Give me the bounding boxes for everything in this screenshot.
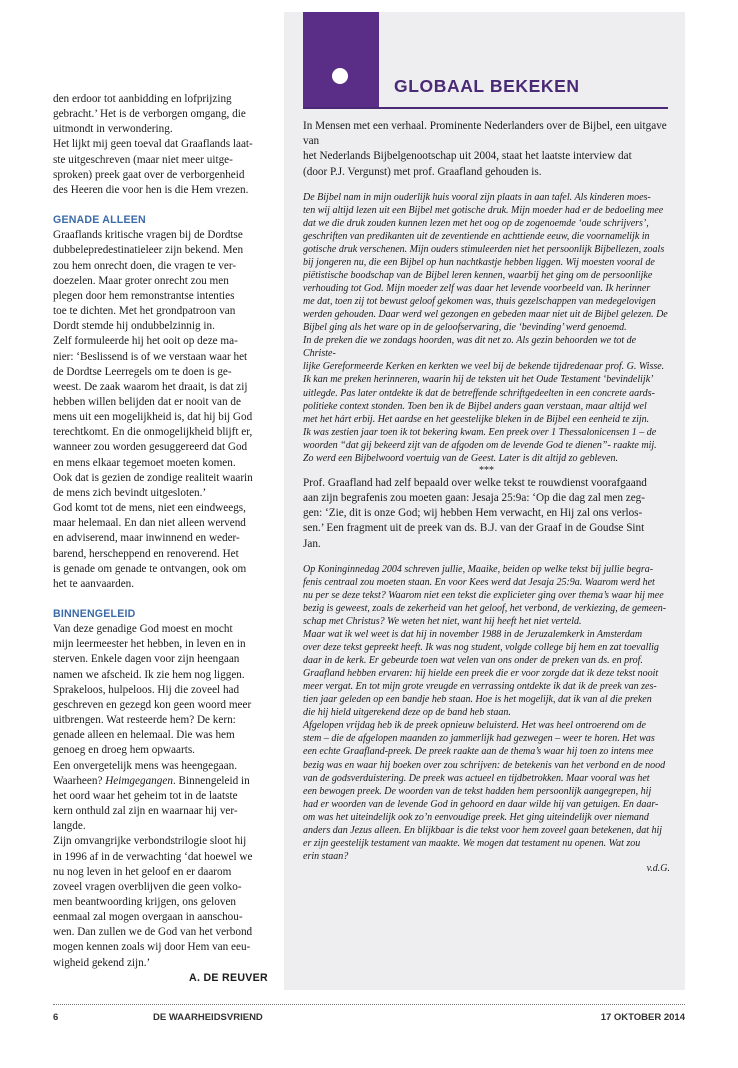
text-line: (door P.J. Vergunst) met prof. Graafland gehouden is. bbox=[303, 165, 542, 178]
text-line: politieke context stonden. Toen ben ik de Bijbel anders gaan verstaan, maar altijd wel bbox=[303, 400, 647, 412]
left-column bbox=[53, 92, 268, 986]
box-content bbox=[303, 119, 670, 874]
text-line: lijke Gereformeerde Kerken en kerkten we veel bij de bekende tijdredenaar prof. G. Wisse. bbox=[303, 361, 665, 373]
text-line: doezelen. Maar groter onrecht zou men bbox=[53, 274, 229, 287]
text-line: De Bijbel nam in mijn ouderlijk huis vooral zijn plaats in aan tafel. Als kinderen moes- bbox=[303, 191, 651, 203]
text-line: geschriften van predikanten uit de zeventiende en achttiende eeuw, die voornamelijk in bbox=[303, 230, 650, 242]
text-line: mijn leermeester het hebben, in leven en in bbox=[53, 638, 246, 651]
text-line: stem – die de afgelopen maanden zo jammerlijk had gezwegen – weer te horen. Het was bbox=[303, 733, 655, 745]
text-line: uitmondt in verwondering. bbox=[53, 123, 173, 136]
text-line: Het lijkt mij geen toeval dat Graaflands laat- bbox=[53, 138, 253, 151]
text-line: genoeg en droeg hem opwaarts. bbox=[53, 744, 195, 757]
text-line: Graaflands kritische vragen bij de Dordtse bbox=[53, 229, 243, 242]
text-line: de Dordtse Leerregels om te doen is ge- bbox=[53, 365, 232, 378]
text-line: sproken) preek gaat over de verborgenheid bbox=[53, 168, 245, 181]
box-middle bbox=[303, 476, 670, 552]
text-line: de mens zich bevindt uitgesloten.’ bbox=[53, 486, 207, 499]
text-line: over deze tekst gepreekt heeft. Ik was nog student, volgde college bij hem en zat toevallig bbox=[303, 642, 659, 654]
text-line: langde. bbox=[53, 820, 86, 833]
text-line: aan zijn begrafenis zou moeten gaan: Jesaja 25:9a: ‘Op die dag zal men zeg- bbox=[303, 492, 646, 504]
text-line: en adviserend, maar inwinnend en weder- bbox=[53, 532, 240, 545]
text-line: sterven. Enkele dagen voor zijn heengaan bbox=[53, 653, 240, 666]
text-line: nier: ‘Beslissend is of we verstaan waar het bbox=[53, 350, 248, 363]
text-line: sen.’ Een fragment uit de preek van ds. B.J. van der Graaf in de Goudse Sint bbox=[303, 522, 645, 535]
text-line: hebben willen belijden dat er nooit van de bbox=[53, 395, 241, 408]
text-line: barend, herscheppend en renoverend. Het bbox=[53, 547, 239, 560]
text-line: Prof. Graafland had zelf bepaald over welke tekst te rouwdienst voorafgaand bbox=[303, 476, 647, 489]
text-line: daar in de kerk. Er gebeurde toen wat velen van ons onder de preken van ds. en prof. bbox=[303, 655, 643, 667]
text-line: uitlegde. Pas later ontdekte ik dat de betreffende schriftgedeelten in een concrete aards- bbox=[303, 387, 655, 399]
text-line: woorden “dat gij bekeerd zijt van de afgoden om de levende God te dienen”- raakte mij. bbox=[303, 439, 657, 451]
text-line: ste uitgeschreven (maar niet meer uitge- bbox=[53, 153, 233, 166]
text-line: Jan. bbox=[303, 537, 321, 550]
text-line: geschreven en gezegd kon geen woord meer bbox=[53, 698, 252, 711]
emphasis-text: Heimgegangen bbox=[105, 774, 173, 787]
section-heading-genade-alleen: GENADE ALLEEN bbox=[53, 214, 146, 227]
box-intro bbox=[303, 119, 670, 180]
text-line: Sprakeloos, hulpeloos. Hij die zoveel had bbox=[53, 683, 240, 696]
text-line: een echte Graafland-preek. De preek raakte aan de thema’s waar hij toen zo intens mee bbox=[303, 746, 654, 758]
text-line: mens uit een mogelijkheid is, dat hij bij God bbox=[53, 411, 253, 424]
text-line: uitbrengen. Wat resteerde hem? De kern: bbox=[53, 714, 236, 727]
text-line: bezig is geweest, zoals de zekerheid van het geloof, het verbond, de verkiezing, de gemeen- bbox=[303, 602, 667, 614]
text-line: mogen kennen zoals wij door Hem van eeu- bbox=[53, 941, 251, 954]
text-line: tien jaar geleden op een bandje heb staan. Hoe is het mogelijk, dat ik van al die preken bbox=[303, 694, 652, 706]
text-line: wigheid gekend zijn.’ bbox=[53, 956, 151, 969]
text-line: anders dan Jezus alleen. En blijkbaar is die tekst voor hem zoveel gaan betekenen, dat hij bbox=[303, 824, 663, 836]
text-line: fenis centraal zou moeten staan. En voor Kees werd dat Jesaja 25:9a. Waarom werd het bbox=[303, 576, 655, 588]
text-line: Van deze genadige God moest en mocht bbox=[53, 623, 233, 636]
text-line: meer vergat. En tot mijn grote vreugde en verrassing ontdekte ik dat ik de preek van zes- bbox=[303, 681, 657, 693]
section-separator: *** bbox=[479, 464, 494, 476]
quote-interview bbox=[303, 191, 670, 465]
box-title: GLOBAAL BEKEKEN bbox=[394, 76, 580, 96]
box-signature: v.d.G. bbox=[646, 862, 670, 874]
text-line: ten wij altijd lezen uit een Bijbel met gotische druk. Mijn moeder had er de bedoeling mee bbox=[303, 204, 664, 216]
text-line: eenmaal zal mogen overgaan in aanschou- bbox=[53, 911, 243, 924]
text-line: Bijbel ging als het ware op in de geloofservaring, die ‘bevinding’ werd genoemd. bbox=[303, 322, 627, 334]
text-line: God komt tot de mens, niet een eindweegs, bbox=[53, 502, 246, 515]
text-line: gen: ‘Zie, dit is onze God; wij hebben Hem verwacht, en Hij zal ons verlos- bbox=[303, 507, 643, 520]
text-line: Zelf formuleerde hij het ooit op deze ma- bbox=[53, 335, 238, 348]
text-line: terechtkomt. En die onmogelijkheid blijft er, bbox=[53, 426, 253, 439]
text-line: bij jongeren nu, die een Bijbel op hun nachtkastje hebben liggen. Wij moesten vooral de bbox=[303, 257, 655, 269]
text-line: men beantwoording krijgen, ons geloven bbox=[53, 895, 236, 908]
text-line: verhouding tot God. Mijn moeder zelf was daar het levende voorbeeld van. Ik herinner bbox=[303, 283, 651, 295]
text-line: is genade om genade te ontvangen, ook om bbox=[53, 562, 247, 575]
text-line: den erdoor tot aanbidding en lofprijzing bbox=[53, 93, 232, 105]
text-line: gebracht.’ Het is de verborgen omgang, die bbox=[53, 108, 246, 121]
text-line: er zijn geestelijk testament van maakte. We mogen dat testament nu openen. Wat zou bbox=[303, 837, 641, 849]
text-line: Dordt stemde hij ondubbelzinnig in. bbox=[53, 320, 215, 333]
text-line: zou hem onrecht doen, die vragen te ver- bbox=[53, 259, 237, 272]
text-span: Waarheen? bbox=[53, 774, 103, 787]
issue-date: 17 OKTOBER 2014 bbox=[600, 1012, 685, 1023]
text-line: Op Koninginnedag 2004 schreven jullie, Maaike, beiden op welke tekst bij jullie begra- bbox=[303, 563, 654, 575]
text-line: schap met Christus? We weten het niet, want hij heeft het niet verteld. bbox=[303, 616, 582, 627]
text-line: plegen door hem remonstrantse intenties bbox=[53, 289, 235, 302]
text-line: dubbelepredestinatieleer zijn bekend. Men bbox=[53, 244, 244, 257]
text-line: me dat, toen zij tot bewust geloof gekomen was, thuis gezelschappen van medegelovigen bbox=[303, 296, 656, 308]
text-line: wanneer zou worden gesuggereerd dat God bbox=[53, 441, 248, 454]
text-line: des Heeren die voor hen is die Hem vrezen. bbox=[53, 183, 249, 196]
text-line: en mens elkaar tegemoet moeten komen. bbox=[53, 456, 236, 469]
footer-divider bbox=[53, 1004, 685, 1005]
text-line: erin staan? bbox=[303, 850, 349, 862]
quote-sermon bbox=[303, 563, 670, 863]
text-line: bezig was en waar hij boeken over zou schrijven: de betekenis van het verbond en de nood bbox=[303, 759, 666, 771]
text-line: nu per se deze tekst? Waarom niet een tekst die explicieter ging over thema’s waar hij mee bbox=[303, 589, 664, 601]
circle-icon bbox=[332, 68, 348, 84]
text-line: het te aanvaarden. bbox=[53, 577, 135, 590]
text-line: wen. Dan zullen we de God van het verbond bbox=[53, 926, 253, 939]
publication-name: DE WAARHEIDSVRIEND bbox=[153, 1012, 263, 1023]
text-line: met het hárt erbij. Het aardse en het geestelijke bleken in de Bijbel een eenheid te zijn. bbox=[303, 413, 650, 425]
text-line: Afgelopen vrijdag heb ik de preek opnieuw beluisterd. Het was heel ontroerend om de bbox=[303, 720, 646, 732]
text-line: dat we die druk zouden kunnen lezen met het oog op de zogenoemde ‘oude schrijvers’, bbox=[303, 217, 649, 229]
text-span: . Binnengeleid in bbox=[172, 774, 250, 787]
text-line: die hij hield uitgerekend deze op de band heb staan. bbox=[303, 707, 511, 719]
text-line: Ik kan me preken herinneren, waarin hij de teksten uit het Oude Testament ‘bevindelijk’ bbox=[303, 374, 654, 386]
text-line: Zijn omvangrijke verbondstrilogie sloot hij bbox=[53, 835, 247, 848]
text-line: nu nog leven in het geloof en er daarom bbox=[53, 865, 232, 878]
text-line: het Nederlands Bijbelgenootschap uit 2004, staat het laatste interview dat bbox=[303, 150, 632, 163]
header-block bbox=[303, 12, 379, 108]
text-line: genade alleen en helemaal. Die was hem bbox=[53, 729, 235, 742]
text-line: van de godsverduistering. De preek was actueel en tijdbetrokken. Maar vooral was het bbox=[303, 772, 650, 784]
text-line: Een onvergetelijk mens was heengegaan. bbox=[53, 759, 238, 772]
text-line: gotische druk verschenen. Mijn ouders stimuleerden niet het persoonlijk Bijbellezen, zoals bbox=[303, 244, 665, 255]
text-line bbox=[53, 774, 268, 789]
author-name: A. DE REUVER bbox=[189, 971, 268, 984]
text-line: in 1996 af in de verwachting ‘dat hoewel we bbox=[53, 850, 253, 863]
text-line: maar helemaal. En dan niet alleen wervend bbox=[53, 517, 246, 530]
title-divider bbox=[303, 107, 668, 109]
text-line: zoveel vragen overblijven die geen volko- bbox=[53, 880, 242, 893]
text-line: Zo werd een Bijbelwoord voertuig van de Geest. Later is dit altijd zo gebleven. bbox=[303, 452, 619, 464]
text-line: toe te dichten. Met het grondpatroon van bbox=[53, 305, 236, 318]
text-line: een bewogen preek. De woorden van de tekst hadden hem persoonlijk aangegrepen, hij bbox=[303, 785, 652, 797]
text-line: kern onthuld zal zijn en waarnaar hij ver- bbox=[53, 805, 238, 818]
text-line: weest. De zaak waarom het draait, is dat zij bbox=[53, 380, 248, 393]
page-number: 6 bbox=[53, 1012, 59, 1023]
text-line: werden gehouden. Daar werd wel gezongen en gebeden maar niet uit de Bijbel gelezen. De bbox=[303, 309, 668, 321]
text-line: In Mensen met een verhaal. Prominente Nederlanders over de Bijbel, een uitgave van bbox=[303, 120, 667, 148]
text-line: Ik was zestien jaar toen ik tot bekering kwam. Een preek over 1 Thessalonicensen 1 – de bbox=[303, 426, 657, 438]
text-line: Maar wat ik wel weet is dat hij in november 1988 in de Jeruzalemkerk in Amsterdam bbox=[303, 629, 643, 641]
text-line: piëtistische boodschap van de Bijbel leren kennen, waarbij het ging om de persoonlijke bbox=[303, 270, 653, 282]
text-line: namen we afscheid. Ik zie hem nog liggen. bbox=[53, 668, 245, 681]
text-line: In de preken die we zondags hoorden, was dit net zo. Als gezin behoorden we tot de Christe- bbox=[303, 335, 637, 360]
section-heading-binnengeleid: BINNENGELEID bbox=[53, 608, 136, 620]
text-line: Graafland hebben ervaren: hij hielde een preek die er voor zorgde dat ik deze tekst nooit bbox=[303, 668, 659, 680]
text-line: had er woorden van de levende God in gehoord en daar wilde hij van getuigen. En daar- bbox=[303, 798, 659, 810]
text-line: het oord waar het geheim tot in de laatste bbox=[53, 789, 238, 802]
text-line: om was het uiteindelijk ook zo’n eenvoudige preek. Het ging uiteindelijk over niemand bbox=[303, 811, 649, 823]
text-line: Ook dat is gezien de zondige realiteit waarin bbox=[53, 471, 253, 484]
